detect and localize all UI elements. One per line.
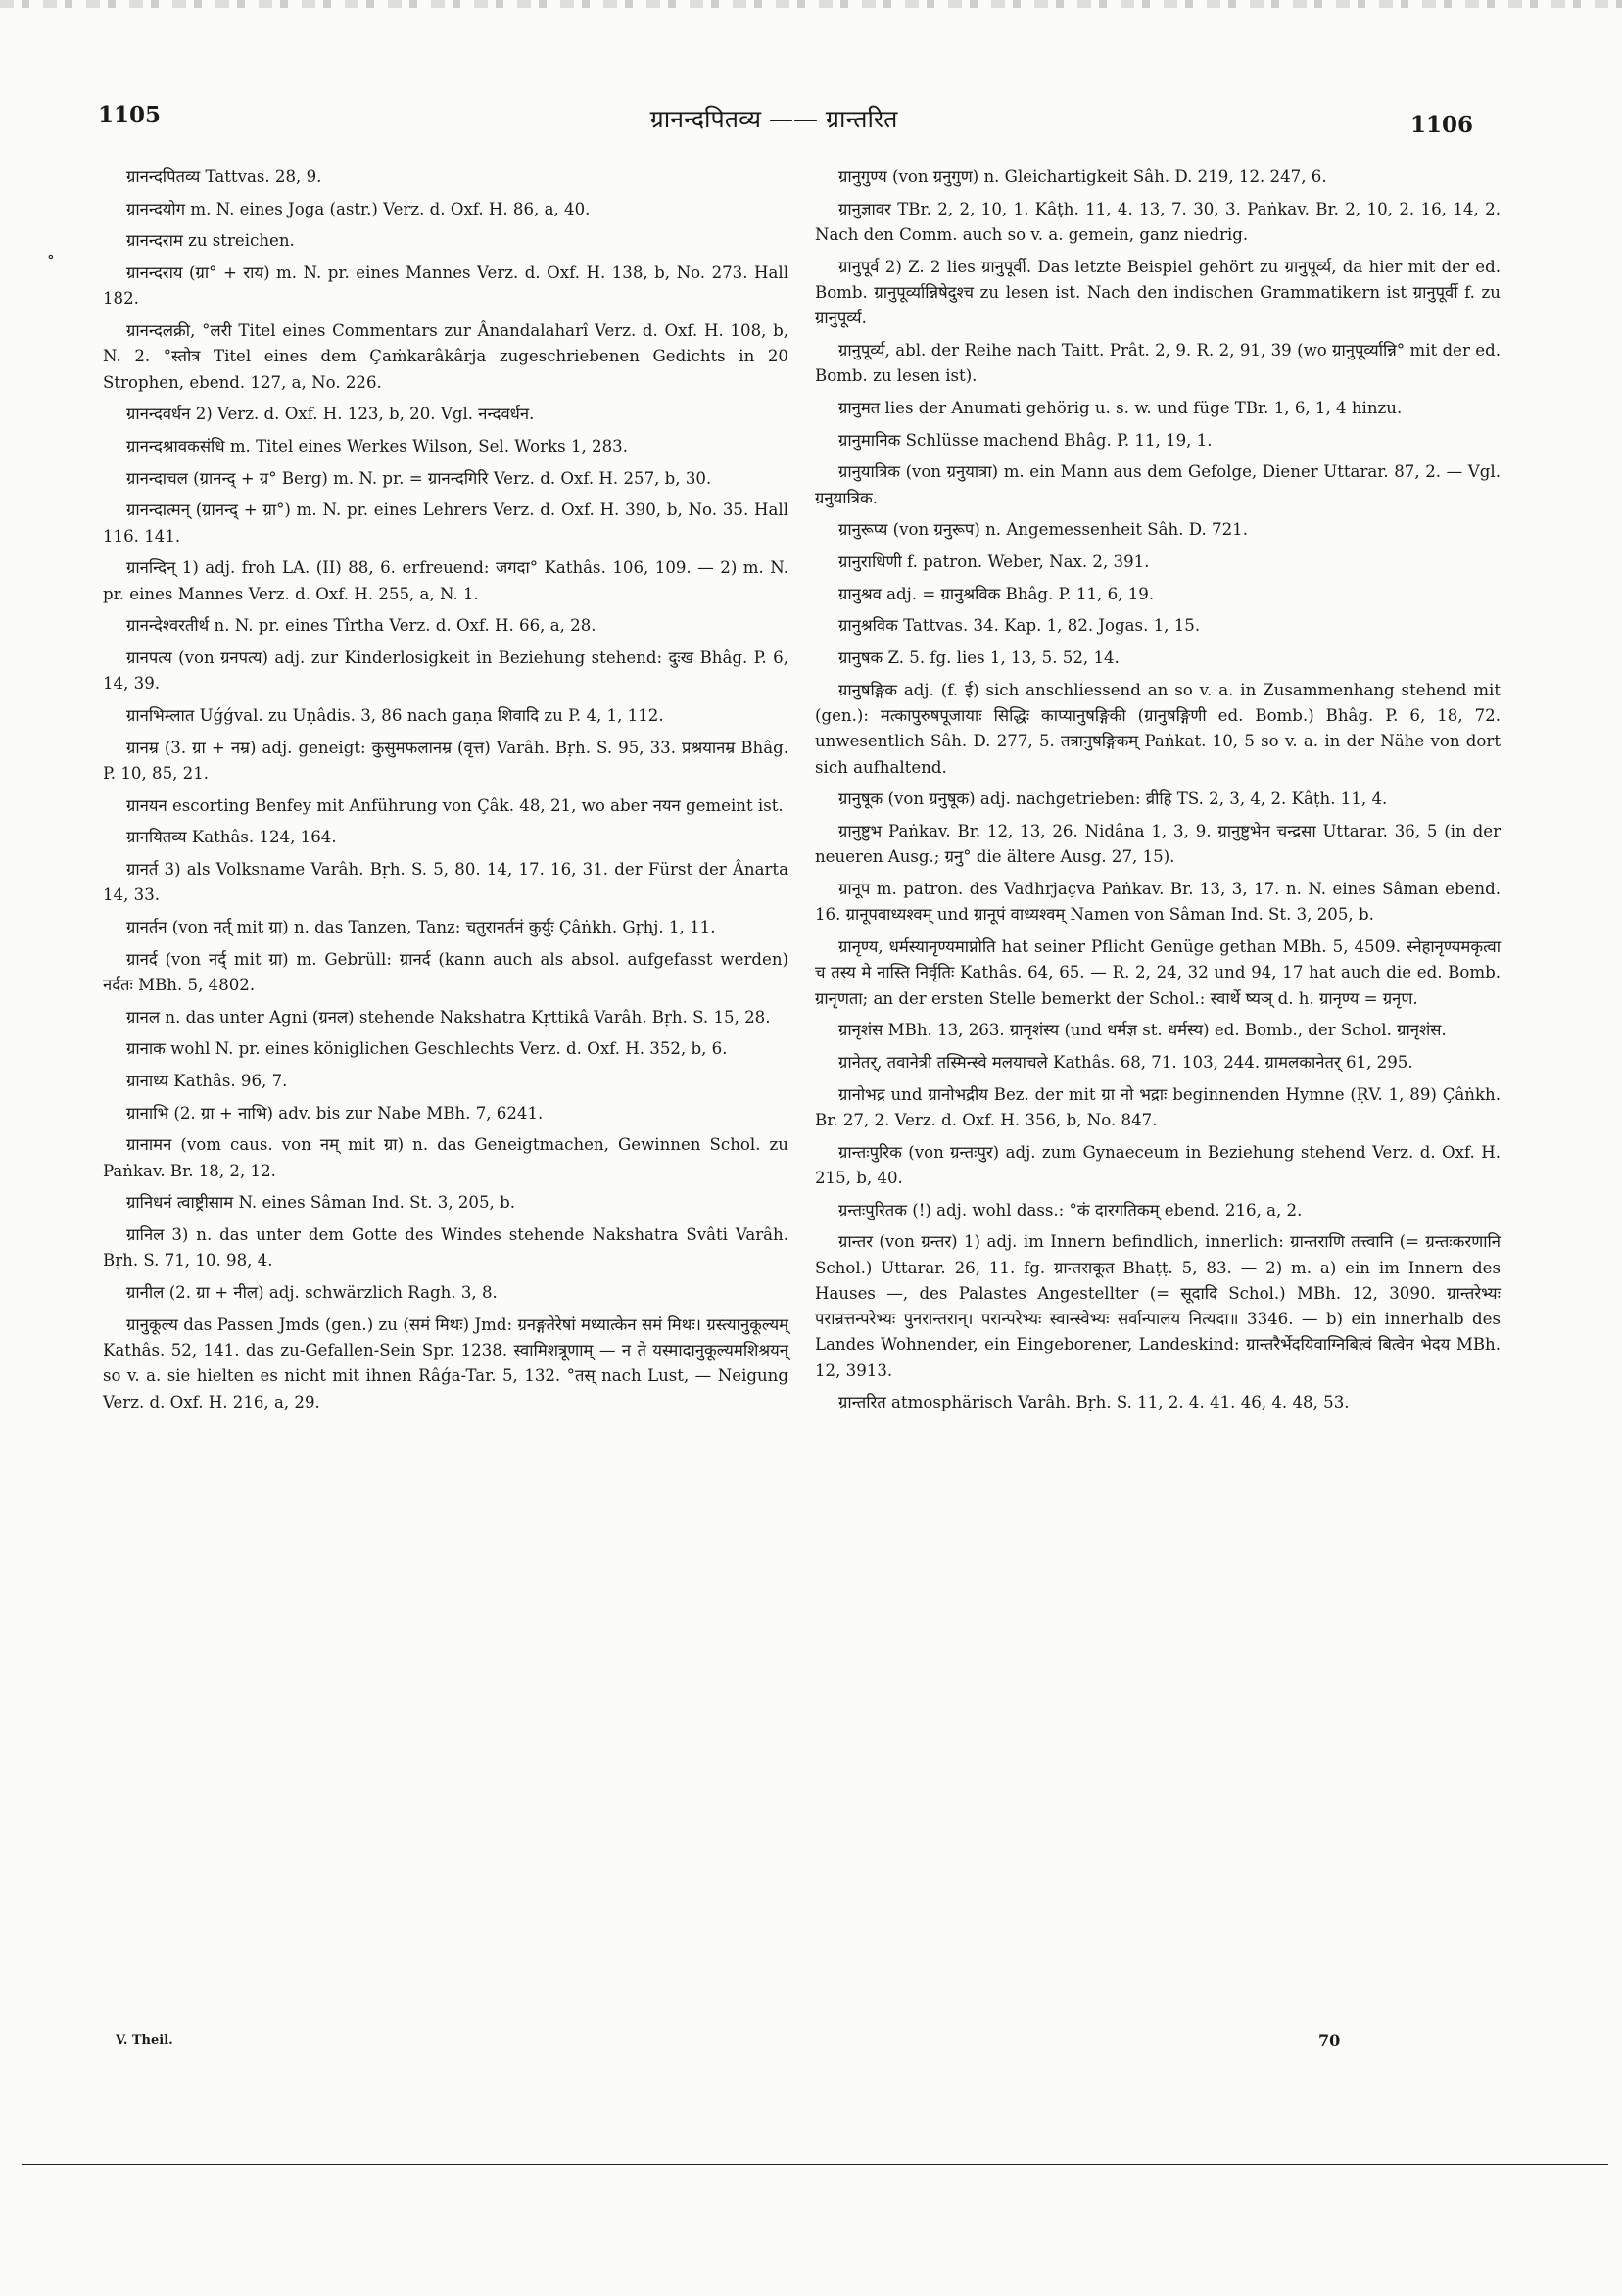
dictionary-entry: ग्रानोभद्र und ग्रानोभद्रीय Bez. der mit ग्रा नो भद्राः beginnenden Hymne (ṚV. 1, 89) Çâṅkh. Br. 27, 2. Verz. d. Oxf. H. 356, b, No. 847.: [815, 1084, 1501, 1129]
dictionary-entry: ग्रानर्द (von नर्द् mit ग्रा) m. Gebrüll: ग्रानर्द (kann auch als absol. aufgefasst werden) नर्दतः MBh. 5, 4802.: [103, 949, 788, 995]
dictionary-entry: ग्रानाक wohl N. pr. eines königlichen Geschlechts Verz. d. Oxf. H. 352, b, 6.: [126, 1039, 728, 1059]
dictionary-entry: ग्रानुराधिणी f. patron. Weber, Nax. 2, 391.: [838, 551, 1150, 571]
dictionary-entry: ग्रानुपूर्व्य, abl. der Reihe nach Taitt. Prât. 2, 9. R. 2, 91, 39 (wo ग्रानुपूर्व्यान्नि° mit der ed. Bomb. zu lesen ist).: [815, 340, 1501, 386]
dictionary-entry: ग्रानन्दपितव्य Tattvas. 28, 9.: [126, 167, 322, 186]
dictionary-entry: ग्रानुश्रविक Tattvas. 34. Kap. 1, 82. Jogas. 1, 15.: [838, 616, 1201, 636]
dictionary-entry: ग्रानृशंस MBh. 13, 263. ग्रानृशंस्य (und धर्मज्ञ st. धर्मस्य) ed. Bomb., der Schol. ग्रानृशंस.: [838, 1021, 1447, 1040]
dictionary-entry: ग्रानूप m. patron. des Vadhrjaçva Paṅkav. Br. 13, 3, 17. n. N. eines Sâman ebend. 16. ग्रानूपवाध्यश्वम् und ग्रानूपं वाध्यश्वम् Namen von Sâman Ind. St. 3, 205, b.: [815, 879, 1501, 925]
dictionary-entry: ग्रानुरूप्य (von ग्रनुरूप) n. Angemessenheit Sâh. D. 721.: [838, 520, 1248, 540]
dictionary-entry: ग्रानुगुण्य (von ग्रनुगुण) n. Gleichartigkeit Sâh. D. 219, 12. 247, 6.: [838, 167, 1327, 186]
dictionary-entry: ग्रानुपूर्व 2) Z. 2 lies ग्रानुपूर्वी. Das letzte Beispiel gehört zu ग्रानुपूर्व्य, da hier mit der ed. Bomb. ग्रानुपूर्व्यान्निषेदुश्च zu lesen ist. Nach den indischen Grammatikern ist ग्रानुपूर्वी f. zu ग्रानुपूर्व्य.: [815, 257, 1501, 328]
page-header: [0, 102, 1622, 141]
dictionary-entry: ग्रान्तर (von ग्रन्तर) 1) adj. im Innern befindlich, innerlich: ग्रान्तराणि तत्त्वानि (= ग्रन्तःकरणानि Schol.) Uttarar. 26, 11. fg. ग्रान्तराकूत Bhaṭṭ. 5, 83. — 2) m. a) ein im Innern des Hauses —, des Palastes Angestellter (= सूदादि Schol.) MBh. 12, 3090. ग्रान्तरेभ्यः परान्रत्तन्परेभ्यः पुनरान्तरान्। परान्परेभ्यः स्वान्स्वेभ्यः सर्वान्पालय नित्यदा॥ 3346. — b) ein innerhalb des Landes Wohnender, ein Eingeborener, Landeskind: ग्रान्तरैर्भेदयिवाग्निबित्वं बित्वेन भेदय MBh. 12, 3913.: [815, 1232, 1501, 1380]
dictionary-entry: ग्रानन्देश्वरतीर्थ n. N. pr. eines Tîrtha Verz. d. Oxf. H. 66, a, 28.: [126, 616, 596, 636]
scan-edge-artifact: [0, 0, 1622, 8]
dictionary-entry: ग्रानुश्रव adj. = ग्रानुश्रविक Bhâg. P. 11, 6, 19.: [838, 584, 1155, 603]
dictionary-entry: ग्रानिधनं त्वाष्ट्रीसाम N. eines Sâman Ind. St. 3, 205, b.: [126, 1193, 515, 1213]
dictionary-entry: ग्रानयन escorting Benfey mit Anführung von Çâk. 48, 21, wo aber नयन gemeint ist.: [126, 795, 784, 815]
page-number-left: 1105: [98, 102, 162, 128]
dictionary-entry: ग्रानन्दलक्री, °लरी Titel eines Commentars zur Ânandalaharî Verz. d. Oxf. H. 108, b, N. 2. °स्तोत्र Titel eines dem Çaṁkarâkârja zugeschriebenen Gedichts in 20 Strophen, ebend. 127, a, No. 226.: [103, 321, 788, 392]
dictionary-entry: ग्रानील (2. ग्रा + नील) adj. schwärzlich Ragh. 3, 8.: [126, 1283, 498, 1303]
dictionary-entry: ग्रान्तरित atmosphärisch Varâh. Bṛh. S. 11, 2. 4. 41. 46, 4. 48, 53.: [838, 1393, 1350, 1412]
dictionary-entry: ग्रानर्त 3) als Volksname Varâh. Bṛh. S. 5, 80. 14, 17. 16, 31. der Fürst der Ânarta 14, 33.: [103, 860, 788, 905]
dictionary-entry: ग्रानुज्ञावर TBr. 2, 2, 10, 1. Kâṭh. 11, 4. 13, 7. 30, 3. Paṅkav. Br. 2, 10, 2. 16, 14, 2. Nach den Comm. auch so v. a. gemein, ganz niedrig.: [815, 199, 1501, 244]
dictionary-entry: ग्रानेतर्, तवानेत्री तस्मिन्स्वे मलयाचले Kathâs. 68, 71. 103, 244. ग्रामलकानेतर् 61, 295.: [838, 1052, 1413, 1072]
dictionary-entry: ग्रानल n. das unter Agni (ग्रनल) stehende Nakshatra Kṛttikâ Varâh. Bṛh. S. 15, 28.: [126, 1007, 771, 1027]
dictionary-entry: ग्रानन्दाचल (ग्रानन्द् + ग्र° Berg) m. N. pr. = ग्रानन्दगिरि Verz. d. Oxf. H. 257, b, 30.: [126, 468, 712, 488]
dictionary-entry: ग्रानुयात्रिक (von ग्रनुयात्रा) m. ein Mann aus dem Gefolge, Diener Uttarar. 87, 2. — Vgl. ग्रनुयात्रिक.: [815, 462, 1501, 507]
bottom-rule: [22, 2164, 1608, 2165]
dictionary-entry: ग्रानन्दिन् 1) adj. froh LA. (II) 88, 6. erfreuend: जगदा° Kathâs. 106, 109. — 2) m. N. pr. eines Mannes Verz. d. Oxf. H. 255, a, N. 1.: [103, 558, 788, 603]
dictionary-entry: ग्रानन्दयोग m. N. eines Joga (astr.) Verz. d. Oxf. H. 86, a, 40.: [126, 199, 591, 218]
dictionary-entry: ग्रानपत्य (von ग्रनपत्य) adj. zur Kinderlosigkeit in Beziehung stehend: दुःख Bhâg. P. 6, 14, 39.: [103, 648, 788, 694]
left-column: [103, 165, 788, 1421]
dictionary-entry: ग्रानुषूक (von ग्रनुषूक) adj. nachgetrieben: व्रीहि TS. 2, 3, 4, 2. Kâṭh. 11, 4.: [838, 789, 1388, 809]
dictionary-entry: ग्रानिल 3) n. das unter dem Gotte des Windes stehende Nakshatra Svâti Varâh. Bṛh. S. 71, 10. 98, 4.: [103, 1225, 788, 1270]
sheet-signature: V. Theil.: [116, 2033, 173, 2048]
dictionary-entry: ग्रानृण्य, धर्मस्यानृण्यमाप्नोति hat seiner Pflicht Genüge gethan MBh. 5, 4509. स्नेहानृण्यमकृत्वा च तस्य मे नास्ति निर्वृतिः Kathâs. 64, 65. — R. 2, 24, 32 und 94, 17 hat auch die ed. Bomb. ग्रानृणता; an der ersten Stelle bemerkt der Schol.: स्वार्थे ष्यञ् d. h. ग्रानृण्य = ग्रनृण.: [815, 936, 1501, 1008]
dictionary-entry: ग्रानाभि (2. ग्रा + नाभि) adv. bis zur Nabe MBh. 7, 6241.: [126, 1103, 544, 1123]
running-head: ग्रानन्दपितव्य —— ग्रान्तरित: [649, 105, 898, 133]
dictionary-entry: ग्रान्तःपुरिक (von ग्रन्तःपुर) adj. zum Gynaeceum in Beziehung stehend Verz. d. Oxf. H. 215, b, 40.: [815, 1142, 1501, 1187]
dictionary-entry: ग्रानुमानिक Schlüsse machend Bhâg. P. 11, 19, 1.: [838, 430, 1213, 450]
dictionary-entry: ग्रानन्दराम zu streichen.: [126, 231, 295, 251]
dictionary-entry: ग्रानन्दात्मन् (ग्रानन्द् + ग्रा°) m. N. pr. eines Lehrers Verz. d. Oxf. H. 390, b, No. 35. Hall 116. 141.: [103, 501, 788, 546]
dictionary-entry: ग्रानुषक Z. 5. fg. lies 1, 13, 5. 52, 14.: [838, 648, 1120, 668]
dictionary-entry: ग्रन्तःपुरितक (!) adj. wohl dass.: °कं दारगतिकम् ebend. 216, a, 2.: [838, 1200, 1303, 1220]
dictionary-entry: ग्रानन्दराय (ग्रा° + राय) m. N. pr. eines Mannes Verz. d. Oxf. H. 138, b, No. 273. Hall 182.: [103, 263, 788, 309]
page-number-right: 1106: [1410, 112, 1474, 138]
dictionary-entry: ग्रानयितव्य Kathâs. 124, 164.: [126, 828, 337, 847]
right-column: [815, 165, 1501, 1422]
dictionary-entry: ग्रानुष्टुभ Paṅkav. Br. 12, 13, 26. Nidâna 1, 3, 9. ग्रानुष्टुभेन चन्द्रसा Uttarar. 36, 5 (in der neueren Ausg.; ग्रनु° die ältere Ausg. 27, 15).: [815, 822, 1501, 867]
dictionary-entry: ग्रानुषङ्गिक adj. (f. ई) sich anschliessend an so v. a. in Zusammenhang stehend mit (gen.): मत्कापुरुषपूजायाः सिद्धिः काप्यानुषङ्गिकी (ग्रानुषङ्गिणी ed. Bomb.) Bhâg. P. 6, 18, 72. unwesentlich Sâh. D. 277, 5. तत्रानुषङ्गिकम् Paṅkat. 10, 5 so v. a. in der Nähe von dort sich aufhaltend.: [815, 680, 1501, 777]
sheet-number: 70: [1318, 2032, 1341, 2050]
dictionary-entry: ग्रानुमत lies der Anumati gehörig u. s. w. und füge TBr. 1, 6, 1, 4 hinzu.: [838, 398, 1403, 417]
margin-mark: ∘: [47, 247, 55, 265]
dictionary-entry: ग्रानन्दश्रावकसंधि m. Titel eines Werkes Wilson, Sel. Works 1, 283.: [126, 437, 629, 456]
dictionary-entry: ग्रानन्दवर्धन 2) Verz. d. Oxf. H. 123, b, 20. Vgl. नन्दवर्धन.: [126, 405, 535, 424]
dictionary-entry: ग्रानर्तन (von नर्त् mit ग्रा) n. das Tanzen, Tanz: चतुरानर्तनं कुर्युः Çâṅkh. Gṛhj. 1, 11.: [126, 918, 716, 937]
dictionary-entry: ग्रानामन (vom caus. von नम् mit ग्रा) n. das Geneigtmachen, Gewinnen Schol. zu Paṅkav. Br. 18, 2, 12.: [103, 1135, 788, 1180]
dictionary-entry: ग्रानाध्य Kathâs. 96, 7.: [126, 1072, 288, 1091]
dictionary-entry: ग्रानभिम्लात Uǵǵval. zu Uṇâdis. 3, 86 nach gaṇa शिवादि zu P. 4, 1, 112.: [126, 706, 664, 726]
dictionary-entry: ग्रानुकूल्य das Passen Jmds (gen.) zu (समं मिथः) Jmd: ग्रनङ्गतेरेषां मध्यात्केन समं मिथः। ग्रस्त्यानुकूल्यम् Kathâs. 52, 141. das zu-Gefallen-Sein Spr. 1238. स्वामिशत्रूणाम् — न ते यस्मादानुकूल्यमशिश्रयन् so v. a. sie hielten es nicht mit ihnen Râǵa-Tar. 5, 132. °तस् nach Lust, — Neigung Verz. d. Oxf. H. 216, a, 29.: [103, 1315, 788, 1411]
dictionary-entry: ग्रानम्र (3. ग्रा + नम्र) adj. geneigt: कुसुमफलानम्र (वृत्त) Varâh. Bṛh. S. 95, 33. प्रश्रयानम्र Bhâg. P. 10, 85, 21.: [103, 738, 788, 784]
